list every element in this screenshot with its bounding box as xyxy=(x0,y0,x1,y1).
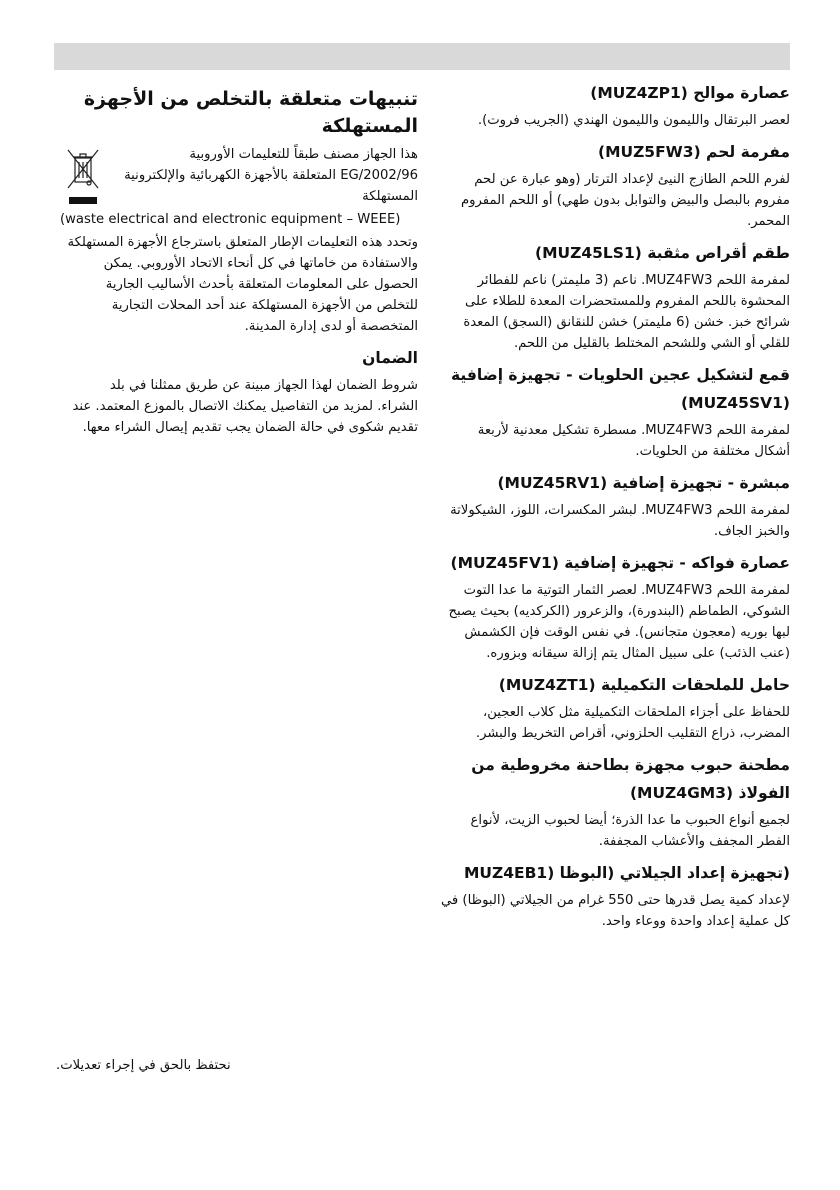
section-pastry-funnel xyxy=(440,364,790,462)
section-grater xyxy=(440,472,790,542)
section-body: لمفرمة اللحم MUZ4FW3. لبشر المكسرات، اللوز، الشيكولاتة والخبز الجاف. xyxy=(450,503,790,539)
section-title: مطحنة حبوب مجهزة بطاحنة مخروطية من xyxy=(471,756,790,774)
section-title: مبشرة - تجهيزة إضافية (MUZ45RV1) xyxy=(497,474,790,492)
section-title: مفرمة لحم (MUZ5FW3) xyxy=(597,143,790,161)
section-meat-mincer xyxy=(440,141,790,232)
weee-notice xyxy=(66,144,418,210)
disposal-section xyxy=(60,86,418,337)
section-body: لمفرمة اللحم MUZ4FW3. مسطرة تشكيل معدنية لأربعة أشكال مختلفة من الحلويات. xyxy=(477,423,790,459)
section-body: لمفرمة اللحم MUZ4FW3. لعصر الثمار التوتية ما عدا التوت الشوكي، الطماطم (البندورة)، والزعرور (الكركديه) بحيث يصبح لبها بوريه (معجون متجانس). في نفس الوقت فإن الكشمش (عنب الذئب) على سبيل المثال يتم إزالة سيقانه وبزوره. xyxy=(448,583,790,661)
weee-text: هذا الجهاز مصنف طبقاً للتعليمات الأوروبية 2002/96/EG المتعلقة بالأجهزة الكهربائية والإلكترونية المستهلكة xyxy=(124,147,418,204)
weee-english-label: (waste electrical and electronic equipment – WEEE) xyxy=(60,212,401,227)
section-title: طقم أقراص مثقبة (MUZ45LS1) xyxy=(534,244,790,262)
section-title: قمع لتشكيل عجين الحلويات - تجهيزة إضافية xyxy=(451,366,790,384)
disposal-title: تنبيهات متعلقة بالتخلص من الأجهزة المستهلكة xyxy=(83,88,418,137)
section-body: لمفرمة اللحم MUZ4FW3. ناعم (3 مليمتر) ناعم للفطائر المحشوة باللحم المفروم وللمستحضرات المعدة للطلاء على شرائح خبز. خشن (6 مليمتر) خشن للنقانق (السجق) المعدة للقلي أو الشي وللشحم المختلط بالقليل من اللحم. xyxy=(463,273,790,351)
modification-notice: نحتفظ بالحق في إجراء تعديلات. xyxy=(56,1058,231,1073)
section-body: لجميع أنواع الحبوب ما عدا الذرة؛ أيضا لحبوب الزيت، لأنواع الفطر المجفف والأعشاب المجففة. xyxy=(470,813,790,849)
section-body: للحفاظ على أجزاء الملحقات التكميلية مثل كلاب العجين، المضرب، ذراع التقليب الحلزوني، أقراص التخريط والبشر. xyxy=(475,705,790,741)
section-body: لفرم اللحم الطازج النيئ لإعداد الترتار (وهو عبارة عن لحم مفروم بالبصل والبيض والتوابل بدون طهي) أو اللحم المفروم المحمر. xyxy=(460,172,790,229)
section-ice-cream-maker xyxy=(440,862,790,932)
section-title: حامل للملحقات التكميلية (MUZ4ZT1) xyxy=(498,676,790,694)
accessories-column xyxy=(440,82,790,942)
section-accessory-holder xyxy=(440,674,790,744)
section-title: عصارة موالح (MUZ4ZP1) xyxy=(590,84,790,102)
weee-crossed-bin-icon xyxy=(66,148,100,210)
section-subtitle: الفولاذ (MUZ4GM3) xyxy=(629,784,790,802)
warranty-title: الضمان xyxy=(362,349,418,367)
section-body: لإعداد كمية يصل قدرها حتى 550 غرام من الجيلاتي (البوظا) في كل عملية إعداد واحدة ووعاء واحد. xyxy=(440,893,790,929)
section-subtitle: (MUZ45SV1) xyxy=(681,394,790,412)
section-title: (تجهيزة إعداد الجيلاتي (البوظا (MUZ4EB1 xyxy=(463,864,790,882)
section-fruit-press xyxy=(440,552,790,664)
section-perforated-discs xyxy=(440,242,790,354)
disposal-body: وتحدد هذه التعليمات الإطار المتعلق باسترجاع الأجهزة المستهلكة والاستفادة من خاماتها في كل أنحاء الاتحاد الأوروبي. يمكن الحصول على المعلومات المتعلقة بأحدث الأساليب الجارية للتخلص من الأجهزة المستهلكة عند أحد المحلات التجارية المتخصصة أو لدى إدارة المدينة. xyxy=(67,235,418,334)
section-body: لعصر البرتقال والليمون والليمون الهندي (الجريب فروت). xyxy=(477,113,790,128)
section-citrus-press xyxy=(440,82,790,131)
section-title: عصارة فواكه - تجهيزة إضافية (MUZ45FV1) xyxy=(450,554,790,572)
header-bar xyxy=(54,43,790,70)
warranty-body: شروط الضمان لهذا الجهاز مبينة عن طريق ممثلنا في بلد الشراء. لمزيد من التفاصيل يمكنك الاتصال بالموزع المعتمد. عند تقديم شكوى في حالة الضمان يجب تقديم إيصال الشراء معها. xyxy=(72,378,418,435)
section-grain-mill xyxy=(440,754,790,852)
disposal-warranty-column xyxy=(60,86,418,448)
warranty-section xyxy=(66,347,418,438)
